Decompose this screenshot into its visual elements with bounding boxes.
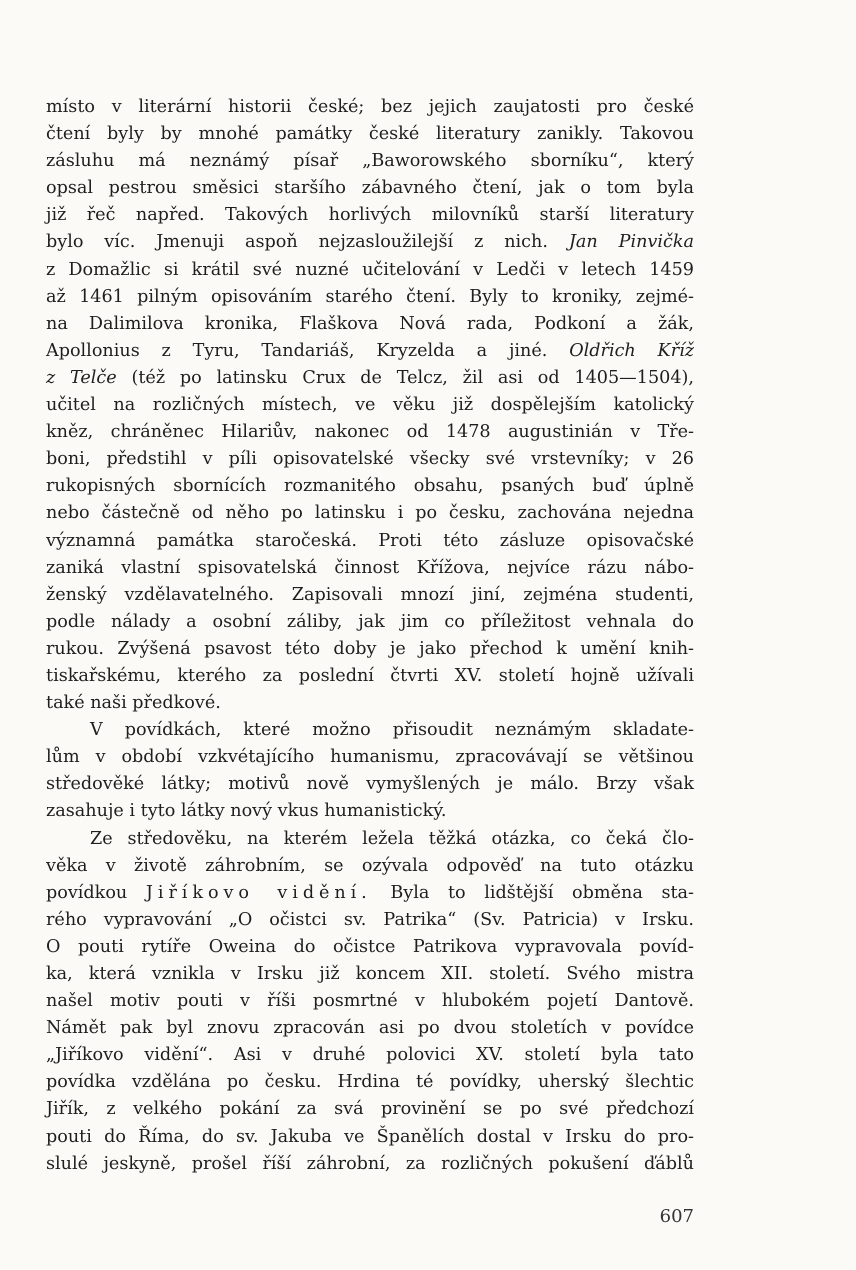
text-line: našel motiv pouti v říši posmrtné v hlubokém pojetí Dantově. [46,991,694,1012]
author-name: Jan Pinvička [568,232,695,253]
text-line: podle nálady a osobní záliby, jak jim co příležitost vehnala do [46,611,694,632]
author-name: Oldřich Kříž [569,340,695,361]
text-line: učitel na rozličných místech, ve věku již dospělejším katolický [46,395,694,416]
text-line: středověké látky; motivů nově vymyšlených je málo. Brzy však [46,774,694,795]
text-line: na Dalimilova kronika, Flaškova Nová rada, Podkoní a žák, [46,313,694,334]
text-line: rého vypravování „O očistci sv. Patrika“ (Sv. Patricia) v Irsku. [46,909,694,930]
author-origin: z Telče [46,367,117,388]
text-line [46,880,694,907]
text-line [46,229,694,256]
text-line: ka, která vznikla v Irsku již koncem XII. století. Svého mistra [46,964,694,984]
text-line: z Domažlic si krátil své nuzné učitelování v Ledči v letech 1459 [46,259,694,280]
text-line: zaniká vlastní spisovatelská činnost Křížova, nejvíce rázu nábo- [46,557,694,578]
text-line: tiskařskému, kterého za poslední čtvrti XV. století hojně užívali [46,665,694,686]
text-line: rukou. Zvýšená psavost této doby je jako přechod k umění knih- [46,638,694,659]
text-line: významná památka staročeská. Proti této zásluze opisovačské [46,530,694,551]
text-line: O pouti rytíře Oweina do očistce Patrikova vypravovala povíd- [46,936,694,957]
text-line: V povídkách, které možno přisoudit neznámým skladate- [90,720,694,741]
text-line: povídka vzdělána po česku. Hrdina té povídky, uherský šlechtic [46,1072,694,1093]
text-line: opsal pestrou směsici staršího zábavného čtení, jak o tom byla [46,178,694,199]
text-line [46,338,694,365]
text-line: rukopisných sbornících rozmanitého obsahu, psaných buď úplně [46,476,694,497]
text-line: Námět pak byl znovu zpracován asi po dvou stoletích v povídce [46,1018,694,1039]
page-text [46,94,694,1178]
text-line: věka v životě záhrobním, se ozývala odpověď na tuto otázku [46,855,694,876]
text-line: pouti do Říma, do sv. Jakuba ve Španělích dostal v Irsku do pro- [46,1126,694,1147]
page-number: 607 [659,1206,694,1227]
text-line: boni, předstihl v píli opisovatelské všecky své vrstevníky; v 26 [46,449,694,470]
text-line: místo v literární historii české; bez jejich zaujatosti pro české [46,97,694,117]
text-segment: povídkou [46,882,128,903]
text-line: Jiřík, z velkého pokání za svá provinění se po své předchozí [46,1099,694,1120]
text-line: čtení byly by mnohé památky české literatury zanikly. Takovou [46,124,694,145]
text-line: lům v období vzkvétajícího humanismu, zpracovávají se většinou [46,747,694,768]
text-line [46,365,694,392]
text-segment: Byla to lidštější obměna sta- [390,882,694,903]
text-line: „Jiříkovo vidění“. Asi v druhé polovici XV. století byla tato [46,1045,694,1066]
text-line: Ze středověku, na kterém ležela těžká otázka, co čeká člo- [90,828,694,849]
text-line: až 1461 pilným opisováním starého čtení. Byly to kroniky, zejmé- [46,286,694,307]
text-segment: (též po latinsku Crux de Telcz, žil asi od 1405—1504), [131,367,694,388]
text-line: také naši předkové. [46,693,221,714]
text-line: ženský vzdělavatelného. Zapisovali mnozí jiní, zejména studenti, [46,584,694,605]
text-segment: bylo víc. Jmenuji aspoň nejzasloužilejší z nich. [46,232,548,253]
text-line: již řeč napřed. Takových horlivých milovníků starší literatury [46,205,694,226]
text-line: zasahuje i tyto látky nový vkus humanistický. [46,801,447,822]
text-line: kněz, chráněnec Hilariův, nakonec od 1478 augustinián v Tře- [46,422,694,443]
text-line: slulé jeskyně, prošel říší záhrobní, za rozličných pokušení ďáblů [46,1153,694,1174]
text-line: nebo částečně od něho po latinsku i po česku, zachována nejedna [46,503,694,524]
text-line: zásluhu má neznámý písař „Baworowského sborníku“, který [46,151,694,172]
text-segment: Apollonius z Tyru, Tandariáš, Kryzelda a jiné. [46,340,548,361]
spaced-title: Jiříkovo vidění. [145,882,372,903]
